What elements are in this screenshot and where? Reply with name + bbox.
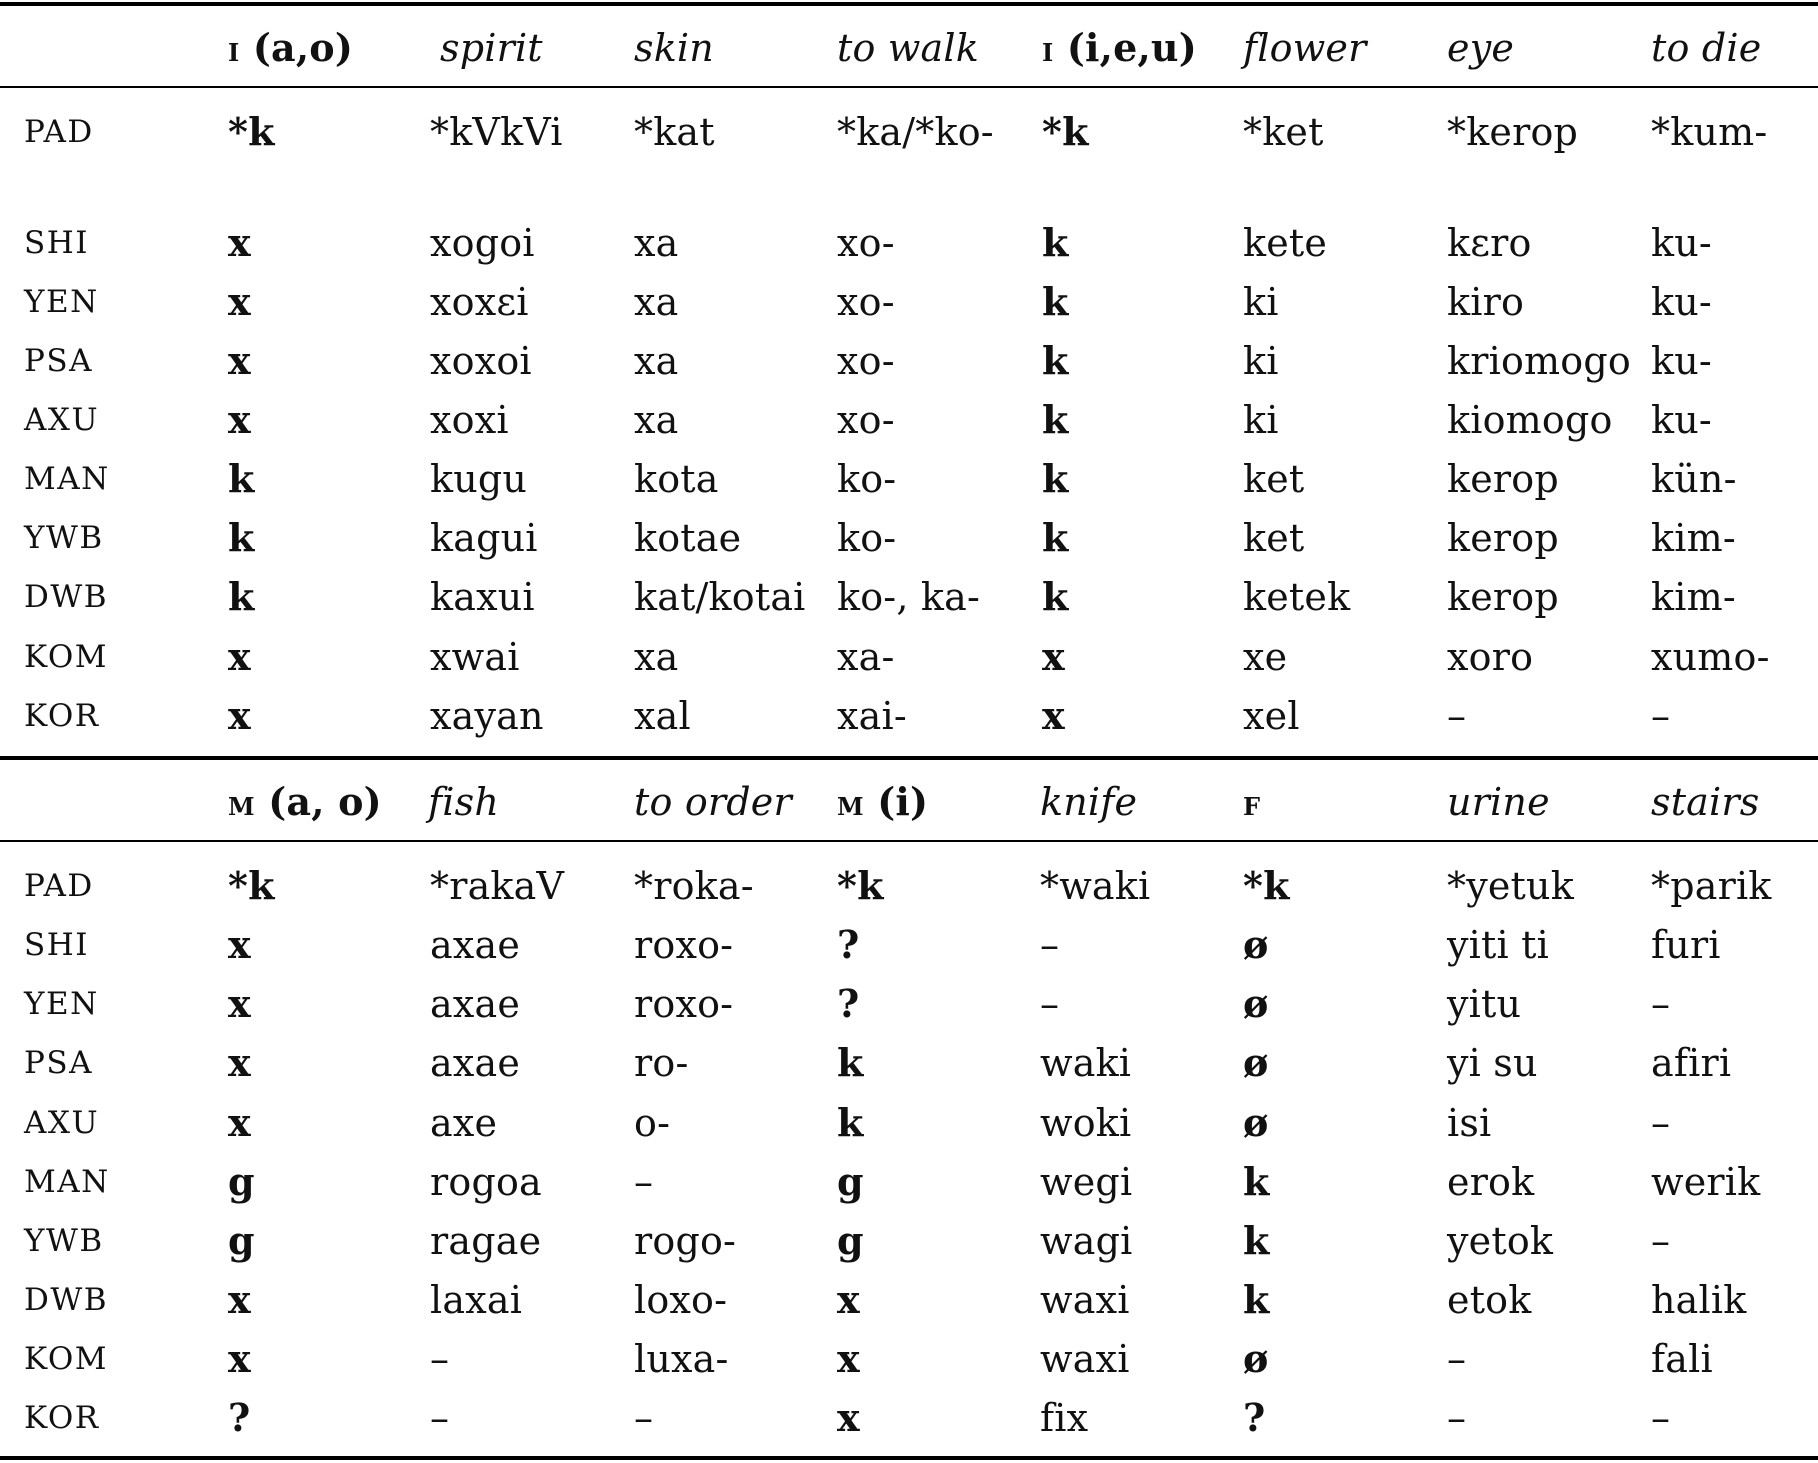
form-cell: woki xyxy=(1040,1101,1132,1145)
form-cell: isi xyxy=(1447,1101,1492,1145)
table1-row xyxy=(0,102,1818,162)
form-cell: kerop xyxy=(1447,575,1559,619)
form-cell: o- xyxy=(634,1101,671,1145)
form-cell: ragae xyxy=(430,1219,542,1263)
form-cell: ki xyxy=(1243,339,1279,383)
language-code: PAD xyxy=(24,868,94,904)
table1-row xyxy=(0,390,1818,450)
reflex-cell: x xyxy=(228,634,251,679)
form-cell: fix xyxy=(1040,1396,1089,1440)
form-cell: kugu xyxy=(430,457,528,501)
language-code: KOM xyxy=(24,1341,108,1377)
reflex-cell: k xyxy=(228,515,255,560)
table1-header-gloss: skin xyxy=(634,26,714,70)
reflex-cell: ø xyxy=(1243,1336,1269,1381)
table1-row xyxy=(0,331,1818,391)
reflex-cell: k xyxy=(1042,515,1069,560)
table1-row xyxy=(0,567,1818,627)
form-cell: ket xyxy=(1243,457,1305,501)
table2-header-gloss: to order xyxy=(634,780,792,824)
form-cell: kotae xyxy=(634,516,742,560)
table2-header-gloss: stairs xyxy=(1651,780,1760,824)
reflex-cell: ø xyxy=(1243,1040,1269,1085)
table1-row xyxy=(0,508,1818,568)
language-code: SHI xyxy=(24,927,90,963)
table2-row xyxy=(0,974,1818,1034)
form-cell: waxi xyxy=(1040,1278,1130,1322)
reflex-cell: g xyxy=(228,1159,255,1204)
reflex-cell: *k xyxy=(1243,863,1290,908)
table2-row xyxy=(0,1329,1818,1389)
form-cell: xoxi xyxy=(430,398,509,442)
form-cell: ko-, ka- xyxy=(837,575,981,619)
reflex-cell: k xyxy=(837,1100,864,1145)
form-cell: – xyxy=(1447,694,1467,738)
table2-row xyxy=(0,915,1818,975)
form-cell: *ket xyxy=(1243,110,1324,154)
language-code: AXU xyxy=(24,402,100,438)
form-cell: rogo- xyxy=(634,1219,737,1263)
form-cell: yetok xyxy=(1447,1219,1554,1263)
reflex-cell: x xyxy=(228,1040,251,1085)
form-cell: xa xyxy=(634,635,679,679)
reflex-cell: k xyxy=(1243,1277,1270,1322)
reflex-cell: x xyxy=(228,1100,251,1145)
form-cell: xayan xyxy=(430,694,544,738)
form-cell: – xyxy=(1040,923,1060,967)
reflex-cell: k xyxy=(228,574,255,619)
reflex-cell: x xyxy=(228,220,251,265)
form-cell: yiti ti xyxy=(1447,923,1549,967)
form-cell: ku- xyxy=(1651,221,1712,265)
form-cell: ku- xyxy=(1651,280,1712,324)
form-cell: kiomogo xyxy=(1447,398,1613,442)
reflex-cell: k xyxy=(1243,1159,1270,1204)
reflex-cell: k xyxy=(1042,279,1069,324)
form-cell: furi xyxy=(1651,923,1721,967)
form-cell: ku- xyxy=(1651,339,1712,383)
form-cell: – xyxy=(1651,694,1671,738)
table1-header-class: i (i,e,u) xyxy=(1042,25,1197,70)
table1-row xyxy=(0,449,1818,509)
form-cell: ko- xyxy=(837,516,897,560)
language-code: DWB xyxy=(24,1282,108,1318)
reflex-cell: x xyxy=(1042,693,1065,738)
table1-row xyxy=(0,272,1818,332)
form-cell: *kum- xyxy=(1651,110,1768,154)
table1-row xyxy=(0,627,1818,687)
form-cell: waki xyxy=(1040,1041,1132,1085)
form-cell: yitu xyxy=(1447,982,1522,1026)
form-cell: kagui xyxy=(430,516,538,560)
language-code: SHI xyxy=(24,225,90,261)
table2-header-gloss: urine xyxy=(1447,780,1550,824)
table1-header-gloss: eye xyxy=(1447,26,1515,70)
language-code: YWB xyxy=(24,1223,104,1259)
reflex-cell: *k xyxy=(837,863,884,908)
form-cell: xa xyxy=(634,280,679,324)
table2-row xyxy=(0,1152,1818,1212)
form-cell: – xyxy=(634,1160,654,1204)
table2-row xyxy=(0,1388,1818,1448)
form-cell: xel xyxy=(1243,694,1300,738)
table2-header-row xyxy=(0,772,1818,832)
form-cell: xoro xyxy=(1447,635,1534,679)
form-cell: *ka/*ko- xyxy=(837,110,994,154)
table1-header-gloss: to walk xyxy=(837,26,979,70)
reflex-cell: x xyxy=(228,1277,251,1322)
reflex-cell: k xyxy=(1243,1218,1270,1263)
form-cell: *parik xyxy=(1651,864,1772,908)
table2-row xyxy=(0,856,1818,916)
table2-header-class: f xyxy=(1243,784,1261,824)
reflex-cell: x xyxy=(837,1336,860,1381)
table1-header-gloss: to die xyxy=(1651,26,1762,70)
form-cell: axae xyxy=(430,1041,521,1085)
form-cell: kerop xyxy=(1447,516,1559,560)
table2-header-gloss: fish xyxy=(428,780,499,824)
table2-row xyxy=(0,1093,1818,1153)
reflex-cell: x xyxy=(228,981,251,1026)
form-cell: – xyxy=(1651,1396,1671,1440)
reflex-cell: x xyxy=(837,1277,860,1322)
reflex-cell: x xyxy=(228,338,251,383)
form-cell: halik xyxy=(1651,1278,1747,1322)
form-cell: ketek xyxy=(1243,575,1351,619)
bottom-rule xyxy=(0,1456,1818,1460)
language-code: KOR xyxy=(24,1400,100,1436)
form-cell: xogoi xyxy=(430,221,535,265)
form-cell: *kVkVi xyxy=(430,110,563,154)
reflex-cell: ø xyxy=(1243,1100,1269,1145)
form-cell: axe xyxy=(430,1101,498,1145)
form-cell: waxi xyxy=(1040,1337,1130,1381)
form-cell: *roka- xyxy=(634,864,754,908)
reflex-cell: k xyxy=(1042,338,1069,383)
form-cell: ki xyxy=(1243,398,1279,442)
reflex-cell: *k xyxy=(228,863,275,908)
reflex-cell: ? xyxy=(1243,1395,1266,1440)
form-cell: etok xyxy=(1447,1278,1532,1322)
reflex-cell: k xyxy=(1042,397,1069,442)
form-cell: *kerop xyxy=(1447,110,1579,154)
form-cell: *kat xyxy=(634,110,715,154)
form-cell: xa xyxy=(634,398,679,442)
language-code: AXU xyxy=(24,1105,100,1141)
table2-row xyxy=(0,1033,1818,1093)
header-rule xyxy=(0,86,1818,88)
reflex-cell: ø xyxy=(1243,922,1269,967)
form-cell: werik xyxy=(1651,1160,1761,1204)
form-cell: ket xyxy=(1243,516,1305,560)
form-cell: *waki xyxy=(1040,864,1151,908)
reflex-cell: k xyxy=(228,456,255,501)
language-code: PSA xyxy=(24,1045,93,1081)
language-code: PSA xyxy=(24,343,93,379)
form-cell: xo- xyxy=(837,221,895,265)
language-code: YEN xyxy=(24,284,99,320)
table1-row xyxy=(0,686,1818,746)
reflex-cell: x xyxy=(1042,634,1065,679)
form-cell: fali xyxy=(1651,1337,1713,1381)
form-cell: – xyxy=(1447,1396,1467,1440)
table2-header-class: m (a, o) xyxy=(228,779,382,824)
reflex-cell: x xyxy=(228,279,251,324)
form-cell: kota xyxy=(634,457,719,501)
reflex-cell: ? xyxy=(837,922,860,967)
reflex-cell: ? xyxy=(228,1395,251,1440)
form-cell: xa- xyxy=(837,635,895,679)
form-cell: xe xyxy=(1243,635,1288,679)
form-cell: – xyxy=(1651,1219,1671,1263)
form-cell: – xyxy=(1651,982,1671,1026)
form-cell: – xyxy=(1040,982,1060,1026)
form-cell: laxai xyxy=(430,1278,523,1322)
form-cell: *yetuk xyxy=(1447,864,1574,908)
form-cell: xa xyxy=(634,339,679,383)
reflex-cell: x xyxy=(837,1395,860,1440)
form-cell: xal xyxy=(634,694,691,738)
reflex-cell: k xyxy=(1042,456,1069,501)
form-cell: wegi xyxy=(1040,1160,1133,1204)
form-cell: rogoa xyxy=(430,1160,542,1204)
reflex-cell: x xyxy=(228,1336,251,1381)
mid-rule xyxy=(0,756,1818,760)
table2-row xyxy=(0,1270,1818,1330)
form-cell: kün- xyxy=(1651,457,1737,501)
reflex-cell: ? xyxy=(837,981,860,1026)
form-cell: – xyxy=(430,1337,450,1381)
form-cell: roxo- xyxy=(634,923,734,967)
form-cell: ko- xyxy=(837,457,897,501)
language-code: KOR xyxy=(24,698,100,734)
table1-header-row xyxy=(0,18,1818,78)
reflex-cell: *k xyxy=(228,109,275,154)
form-cell: kete xyxy=(1243,221,1328,265)
form-cell: kerop xyxy=(1447,457,1559,501)
reflex-cell: k xyxy=(1042,574,1069,619)
header-rule xyxy=(0,840,1818,842)
reflex-cell: g xyxy=(228,1218,255,1263)
language-code: YEN xyxy=(24,986,99,1022)
reflex-cell: g xyxy=(837,1159,864,1204)
reflex-cell: ø xyxy=(1243,981,1269,1026)
form-cell: – xyxy=(1651,1101,1671,1145)
table1-header-gloss: spirit xyxy=(440,26,543,70)
form-cell: ro- xyxy=(634,1041,689,1085)
form-cell: afiri xyxy=(1651,1041,1732,1085)
language-code: MAN xyxy=(24,1164,110,1200)
form-cell: – xyxy=(1447,1337,1467,1381)
form-cell: kɛro xyxy=(1447,221,1532,265)
language-code: YWB xyxy=(24,520,104,556)
language-code: PAD xyxy=(24,114,94,150)
reflex-cell: x xyxy=(228,922,251,967)
form-cell: kaxui xyxy=(430,575,535,619)
form-cell: kat/kotai xyxy=(634,575,806,619)
form-cell: xwai xyxy=(430,635,520,679)
form-cell: axae xyxy=(430,923,521,967)
form-cell: xo- xyxy=(837,280,895,324)
form-cell: yi su xyxy=(1447,1041,1538,1085)
form-cell: kim- xyxy=(1651,575,1736,619)
form-cell: – xyxy=(634,1396,654,1440)
form-cell: xo- xyxy=(837,398,895,442)
form-cell: axae xyxy=(430,982,521,1026)
form-cell: wagi xyxy=(1040,1219,1133,1263)
reflex-cell: x xyxy=(228,693,251,738)
form-cell: ki xyxy=(1243,280,1279,324)
form-cell: kiro xyxy=(1447,280,1525,324)
form-cell: roxo- xyxy=(634,982,734,1026)
table1-header-gloss: flower xyxy=(1243,26,1367,70)
form-cell: xoxɛi xyxy=(430,280,529,324)
top-rule xyxy=(0,2,1818,6)
form-cell: xai- xyxy=(837,694,907,738)
reflex-cell: x xyxy=(228,397,251,442)
form-cell: xumo- xyxy=(1651,635,1770,679)
form-cell: – xyxy=(430,1396,450,1440)
table2-row xyxy=(0,1211,1818,1271)
reflex-cell: k xyxy=(837,1040,864,1085)
form-cell: xoxoi xyxy=(430,339,532,383)
language-code: KOM xyxy=(24,639,108,675)
form-cell: erok xyxy=(1447,1160,1535,1204)
table1-row xyxy=(0,213,1818,273)
form-cell: luxa- xyxy=(634,1337,729,1381)
form-cell: xa xyxy=(634,221,679,265)
reflex-cell: *k xyxy=(1042,109,1089,154)
table2-header-class: m (i) xyxy=(837,779,929,824)
language-code: DWB xyxy=(24,579,108,615)
form-cell: *rakaV xyxy=(430,864,565,908)
form-cell: xo- xyxy=(837,339,895,383)
reflex-cell: k xyxy=(1042,220,1069,265)
form-cell: loxo- xyxy=(634,1278,728,1322)
form-cell: ku- xyxy=(1651,398,1712,442)
reflex-cell: g xyxy=(837,1218,864,1263)
form-cell: kim- xyxy=(1651,516,1736,560)
language-code: MAN xyxy=(24,461,110,497)
table2-header-gloss: knife xyxy=(1040,780,1138,824)
table1-header-class: i (a,o) xyxy=(228,25,354,70)
form-cell: kriomogo xyxy=(1447,339,1631,383)
